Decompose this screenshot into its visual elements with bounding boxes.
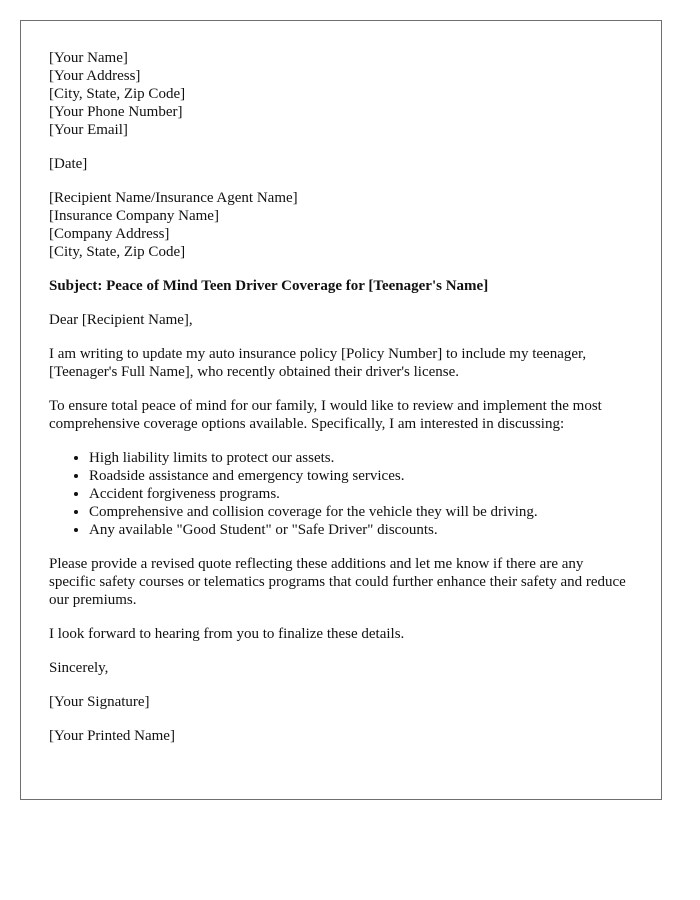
closing-line: I look forward to hearing from you to finalize these details. [49, 626, 405, 642]
letter-date: [Date] [49, 156, 88, 172]
list-item: • Comprehensive and collision coverage for the vehicle they will be driving. [89, 503, 633, 521]
signature-block [49, 693, 633, 711]
valediction: Sincerely, [49, 660, 109, 676]
sender-email: [Your Email] [49, 122, 128, 138]
recipient-city-state-zip: [City, State, Zip Code] [49, 244, 186, 260]
sender-name: [Your Name] [49, 50, 128, 66]
recipient-name: [Recipient Name/Insurance Agent Name] [49, 190, 298, 206]
sender-city-state-zip: [City, State, Zip Code] [49, 86, 186, 102]
signature: [Your Signature] [49, 694, 150, 710]
printed-name-block [49, 727, 633, 745]
subject-line: Subject: Peace of Mind Teen Driver Coverage for [Teenager's Name] [49, 278, 489, 294]
recipient-address: [Company Address] [49, 226, 170, 242]
salutation-block [49, 311, 633, 329]
list-item: • Accident forgiveness programs. [89, 485, 633, 503]
coverage-list [49, 449, 633, 539]
recipient-block [49, 189, 633, 261]
printed-name: [Your Printed Name] [49, 728, 175, 744]
review-paragraph-block [49, 397, 633, 433]
list-item: • Roadside assistance and emergency towing services. [89, 467, 633, 485]
sender-phone: [Your Phone Number] [49, 104, 183, 120]
recipient-company: [Insurance Company Name] [49, 208, 219, 224]
letter-document [20, 20, 662, 800]
request-paragraph-block [49, 555, 633, 609]
intro-paragraph: I am writing to update my auto insurance policy [Policy Number] to include my teenager, [Teenager's Full Name], who recently obtained their driver's license. [49, 346, 587, 380]
subject-block [49, 277, 633, 295]
sender-block [49, 49, 633, 139]
closing-line-block [49, 625, 633, 643]
sender-address: [Your Address] [49, 68, 141, 84]
list-item: • Any available "Good Student" or "Safe Driver" discounts. [89, 521, 633, 539]
intro-paragraph-block [49, 345, 633, 381]
salutation: Dear [Recipient Name], [49, 312, 193, 328]
request-paragraph: Please provide a revised quote reflecting these additions and let me know if there are any specific safety courses or telematics programs that could further enhance their safety and reduce our premiums. [49, 556, 626, 608]
review-paragraph: To ensure total peace of mind for our family, I would like to review and implement the most comprehensive coverage options available. Specifically, I am interested in discussing: [49, 398, 602, 432]
valediction-block [49, 659, 633, 677]
date-block [49, 155, 633, 173]
list-item: • High liability limits to protect our assets. [89, 449, 633, 467]
